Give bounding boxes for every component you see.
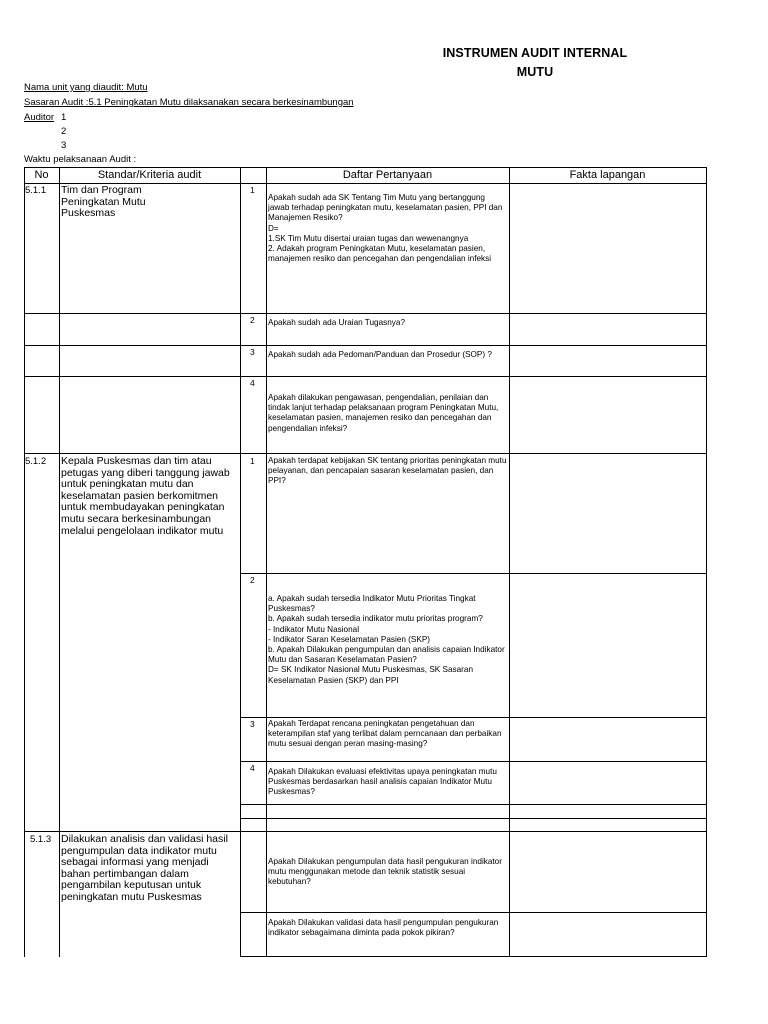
table-border [240, 573, 706, 574]
standard-text: Tim dan Program Peningkatan Mutu Puskesmas [61, 184, 146, 220]
table-border [240, 818, 706, 819]
question-text: Apakah sudah ada Uraian Tugasnya? [268, 318, 406, 327]
unit-audited [24, 82, 148, 93]
table-border [59, 167, 60, 957]
table-border [240, 167, 241, 957]
table-border [24, 453, 706, 454]
question-number: 4 [250, 378, 255, 388]
table-border [240, 912, 706, 913]
table-border [509, 167, 510, 957]
auditor-label: Auditor [24, 112, 55, 123]
row-number: 5.1.1 [25, 185, 47, 196]
auditor-2: 2 [61, 126, 67, 137]
question-text: Apakah Terdapat rencana peningkatan pengetahuan dan keterampilan staf yang terlibat dalam perncanaan dan perbaikan mutu sesuai dengan peran masing-masing? [268, 719, 502, 749]
table-border [24, 167, 25, 957]
sasaran-label: Sasaran Audit : [24, 97, 89, 108]
document-title-line2: MUTU [516, 65, 554, 79]
table-border [240, 804, 706, 805]
question-text: Apakah sudah ada Pedoman/Panduan dan Prosedur (SOP) ? [268, 350, 492, 359]
question-number: 3 [250, 347, 255, 357]
table-border [24, 313, 706, 314]
question-number: 2 [250, 315, 255, 325]
question-number: 2 [250, 575, 255, 585]
unit-value: Mutu [126, 82, 148, 93]
audit-time-label: Waktu pelaksanaan Audit : [24, 154, 137, 165]
question-text: Apakah sudah ada SK Tentang Tim Mutu yang bertanggung jawab terhadap peningkatan mutu, keselamatan pasien, PPI dan Manajemen Resiko? D= 1.SK Tim Mutu disertai uraian tugas dan wewenangnya 2. Adakah program Peningkatan Mutu, keselamatan pasien, manajemen resiko dan pencegahan dan pengendalian infeksi [268, 193, 503, 264]
auditor-3: 3 [61, 140, 67, 151]
table-border [24, 831, 706, 832]
question-number: 4 [250, 763, 255, 773]
table-border [24, 376, 706, 377]
header-no: No [34, 169, 49, 181]
table-border [706, 167, 707, 957]
header-daftar-pertanyaan: Daftar Pertanyaan [342, 169, 433, 181]
question-number: 1 [250, 456, 255, 466]
table-border [240, 717, 706, 718]
sasaran-value: 5.1 Peningkatan Mutu dilaksanakan secara berkesinambungan [88, 97, 354, 108]
row-number: 5.1.3 [30, 834, 52, 845]
auditor-1: 1 [61, 112, 67, 123]
table-border [24, 345, 706, 346]
header-fakta-lapangan: Fakta lapangan [569, 169, 646, 181]
table-border [240, 956, 706, 957]
question-number: 3 [250, 719, 255, 729]
question-text: Apakah terdapat kebijakan SK tentang prioritas peningkatan mutu pelayanan, dan pencapaian sasaran keselamatan pasien, dan PPI? [268, 456, 507, 486]
table-border [266, 167, 267, 957]
question-text: Apakah Dilakukan evaluasi efektivitas upaya peningkatan mutu Puskesmas berdasarkan hasil analisis capaian Indikator Mutu Puskesmas? [268, 767, 497, 797]
question-number: 1 [250, 185, 255, 195]
audit-target [24, 97, 354, 108]
header-standar: Standar/Kriteria audit [97, 169, 202, 181]
standard-text: Dilakukan analisis dan validasi hasil pengumpulan data indikator mutu sebagai informasi yang menjadi bahan pertimbangan dalam pengambilan keputusan untuk peningkatan mutu Puskesmas [61, 833, 228, 903]
question-text: Apakah Dilakukan validasi data hasil pengumpulan pengukuran indikator sebagaimana diminta pada pokok pikiran? [268, 918, 499, 938]
question-text: a. Apakah sudah tersedia Indikator Mutu Prioritas Tingkat Puskesmas? b. Apakah sudah tersedia indikator mutu prioritas program? - Indikator Mutu Nasional - Indikator Saran Keselamatan Pasien (SKP) b. Apakah Dilakukan pengumpulan dan analisis capaian Indikator Mutu dan Sasaran Keselamatan Pasien? D= SK Indikator Nasional Mutu Puskesmas, SK Sasaran Keselamatan Pasien (SKP) dan PPI [268, 594, 505, 685]
document-title-line1: INSTRUMEN AUDIT INTERNAL [442, 46, 628, 60]
table-border [240, 761, 706, 762]
question-text: Apakah Dilakukan pengumpulan data hasil pengukuran indikator mutu menggunakan metode dan teknik statistik sesuai kebutuhan? [268, 857, 502, 887]
unit-label: Nama unit yang diaudit: [24, 82, 124, 93]
question-text: Apakah dilakukan pengawasan, pengendalian, penilaian dan tindak lanjut terhadap pelaksanaan program Peningkatan Mutu, keselamatan pasien, manajemen resiko dan pencegahan dan pengendalian infeksi? [268, 393, 499, 433]
standard-text: Kepala Puskesmas dan tim atau petugas yang diberi tanggung jawab untuk peningkatan mutu dan keselamatan pasien berkomitmen untuk membudayakan peningkatan mutu secara berkesinambungan melalui pengelolaan indikator mutu [61, 456, 230, 537]
row-number: 5.1.2 [25, 456, 47, 467]
